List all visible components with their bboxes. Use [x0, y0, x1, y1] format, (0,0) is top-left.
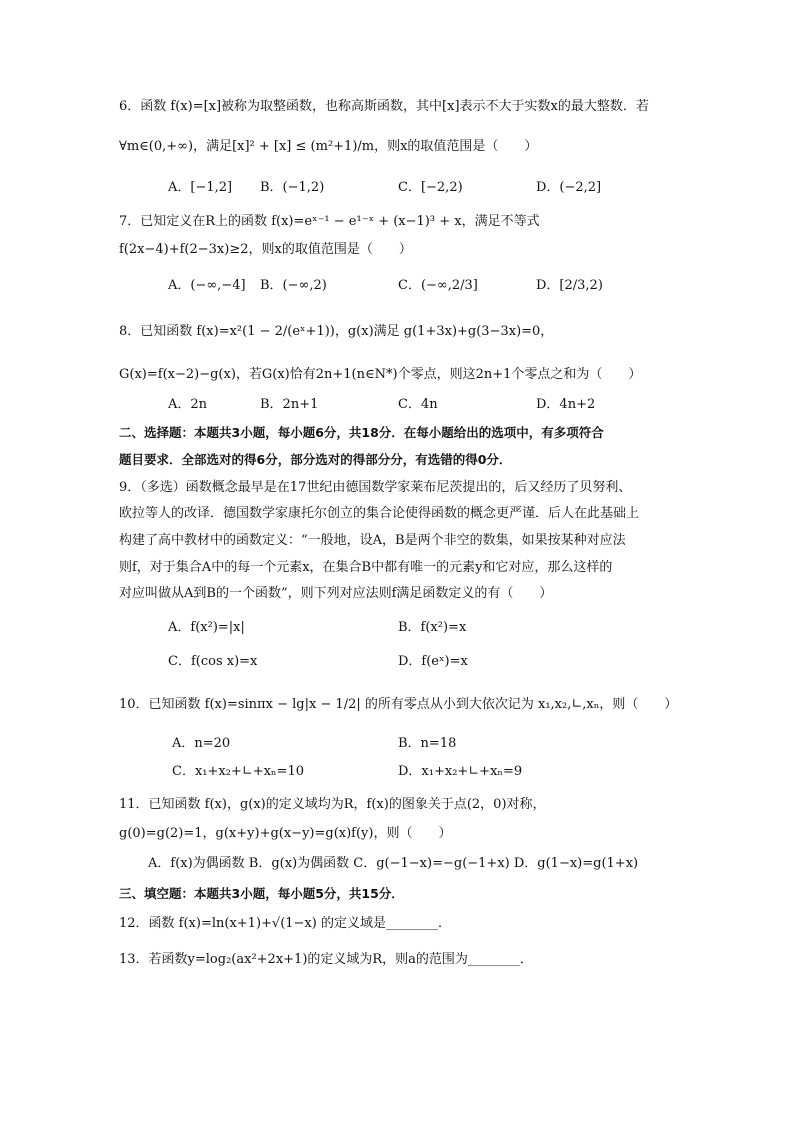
q10-option-d: D．x₁+x₂+∟+xₙ=9 [398, 764, 523, 779]
q6-option-a: A．[−1,2] [168, 180, 233, 195]
q7-option-d: D．[2/3,2) [536, 278, 603, 293]
q8-option-a: A．2n [168, 397, 208, 412]
q10-line1: 10．已知函数 f(x)=sinπx − lg|x − 1/2| 的所有零点从小到大依次记为 x₁,x₂,∟,xₙ，则（ ） [119, 697, 678, 712]
q6-option-b: B．(−1,2) [260, 180, 325, 195]
q11-line1: 11．已知函数 f(x)，g(x)的定义域均为R，f(x)的图象关于点(2，0)对称， [119, 797, 546, 812]
q10-option-c: C．x₁+x₂+∟+xₙ=10 [172, 764, 304, 779]
q9-line4: 则f，对于集合A中的每一个元素x，在集合B中都有唯一的元素y和它对应，那么这样的 [119, 560, 613, 575]
q6-line2: ∀m∈(0,+∞)，满足[x]² + [x] ≤ (m²+1)/m，则x的取值范围是（ ） [119, 139, 538, 154]
q7-option-b: B．(−∞,2) [260, 278, 327, 293]
q10-option-b: B．n=18 [398, 736, 457, 751]
q9-line5: 对应叫做从A到B的一个函数”，则下列对应法则f满足函数定义的有（ ） [119, 586, 553, 601]
q6-option-d: D．(−2,2] [536, 180, 602, 195]
q8-option-d: D．4n+2 [536, 397, 596, 412]
q11-options: A．f(x)为偶函数 B．g(x)为偶函数 C．g(−1−x)=−g(−1+x) D．g(1−x)=g(1+x) [148, 856, 639, 871]
q9-line1: 9．（多选）函数概念最早是在17世纪由德国数学家莱布尼茨提出的，后又经历了贝努利、 [119, 480, 632, 495]
section3-heading: 三、填空题：本题共3小题，每小题5分，共15分． [119, 886, 404, 901]
q9-option-d: D．f(eˣ)=x [398, 654, 468, 669]
section2-heading-cont: 题目要求．全部选对的得6分，部分选对的得部分分，有选错的得0分． [119, 452, 512, 467]
q12-line: 12．函数 f(x)=ln(x+1)+√(1−x) 的定义域是________． [119, 916, 451, 931]
section2-heading: 二、选择题：本题共3小题，每小题6分，共18分．在每小题给出的选项中，有多项符合 [119, 425, 604, 440]
q9-option-b: B．f(x²)=x [398, 620, 467, 635]
q9-option-a: A．f(x²)=|x| [168, 620, 245, 635]
q7-line1: 7．已知定义在R上的函数 f(x)=eˣ⁻¹ − e¹⁻ˣ + (x−1)³ + x，满足不等式 [119, 214, 540, 229]
q13-line: 13．若函数y=log₂(ax²+2x+1)的定义域为R，则a的范围为________． [119, 952, 533, 967]
q8-option-b: B．2n+1 [260, 397, 319, 412]
q9-line2: 欧拉等人的改译．德国数学家康托尔创立的集合论使得函数的概念更严谨．后人在此基础上 [119, 506, 640, 521]
q8-line2: G(x)=f(x−2)−g(x)，若G(x)恰有2n+1(n∈N*)个零点，则这2n+1个零点之和为（ ） [119, 367, 642, 382]
q6-option-c: C．[−2,2) [398, 180, 463, 195]
q11-line2: g(0)=g(2)=1，g(x+y)+g(x−y)=g(x)f(y)，则（ ） [119, 826, 452, 841]
q9-line3: 构建了高中教材中的函数定义：“一般地，设A，B是两个非空的数集，如果按某种对应法 [119, 533, 626, 548]
q7-line2: f(2x−4)+f(2−3x)≥2，则x的取值范围是（ ） [119, 242, 412, 257]
q8-line1: 8．已知函数 f(x)=x²(1 − 2/(eˣ+1))，g(x)满足 g(1+3x)+g(3−3x)=0， [119, 324, 554, 339]
q6-line1: 6．函数 f(x)=[x]被称为取整函数，也称高斯函数，其中[x]表示不大于实数x的最大整数．若 [119, 99, 649, 114]
q9-option-c: C．f(cos x)=x [168, 654, 258, 669]
q10-option-a: A．n=20 [172, 736, 231, 751]
q7-option-c: C．(−∞,2/3] [398, 278, 478, 293]
q7-option-a: A．(−∞,−4] [168, 278, 246, 293]
q8-option-c: C．4n [398, 397, 438, 412]
